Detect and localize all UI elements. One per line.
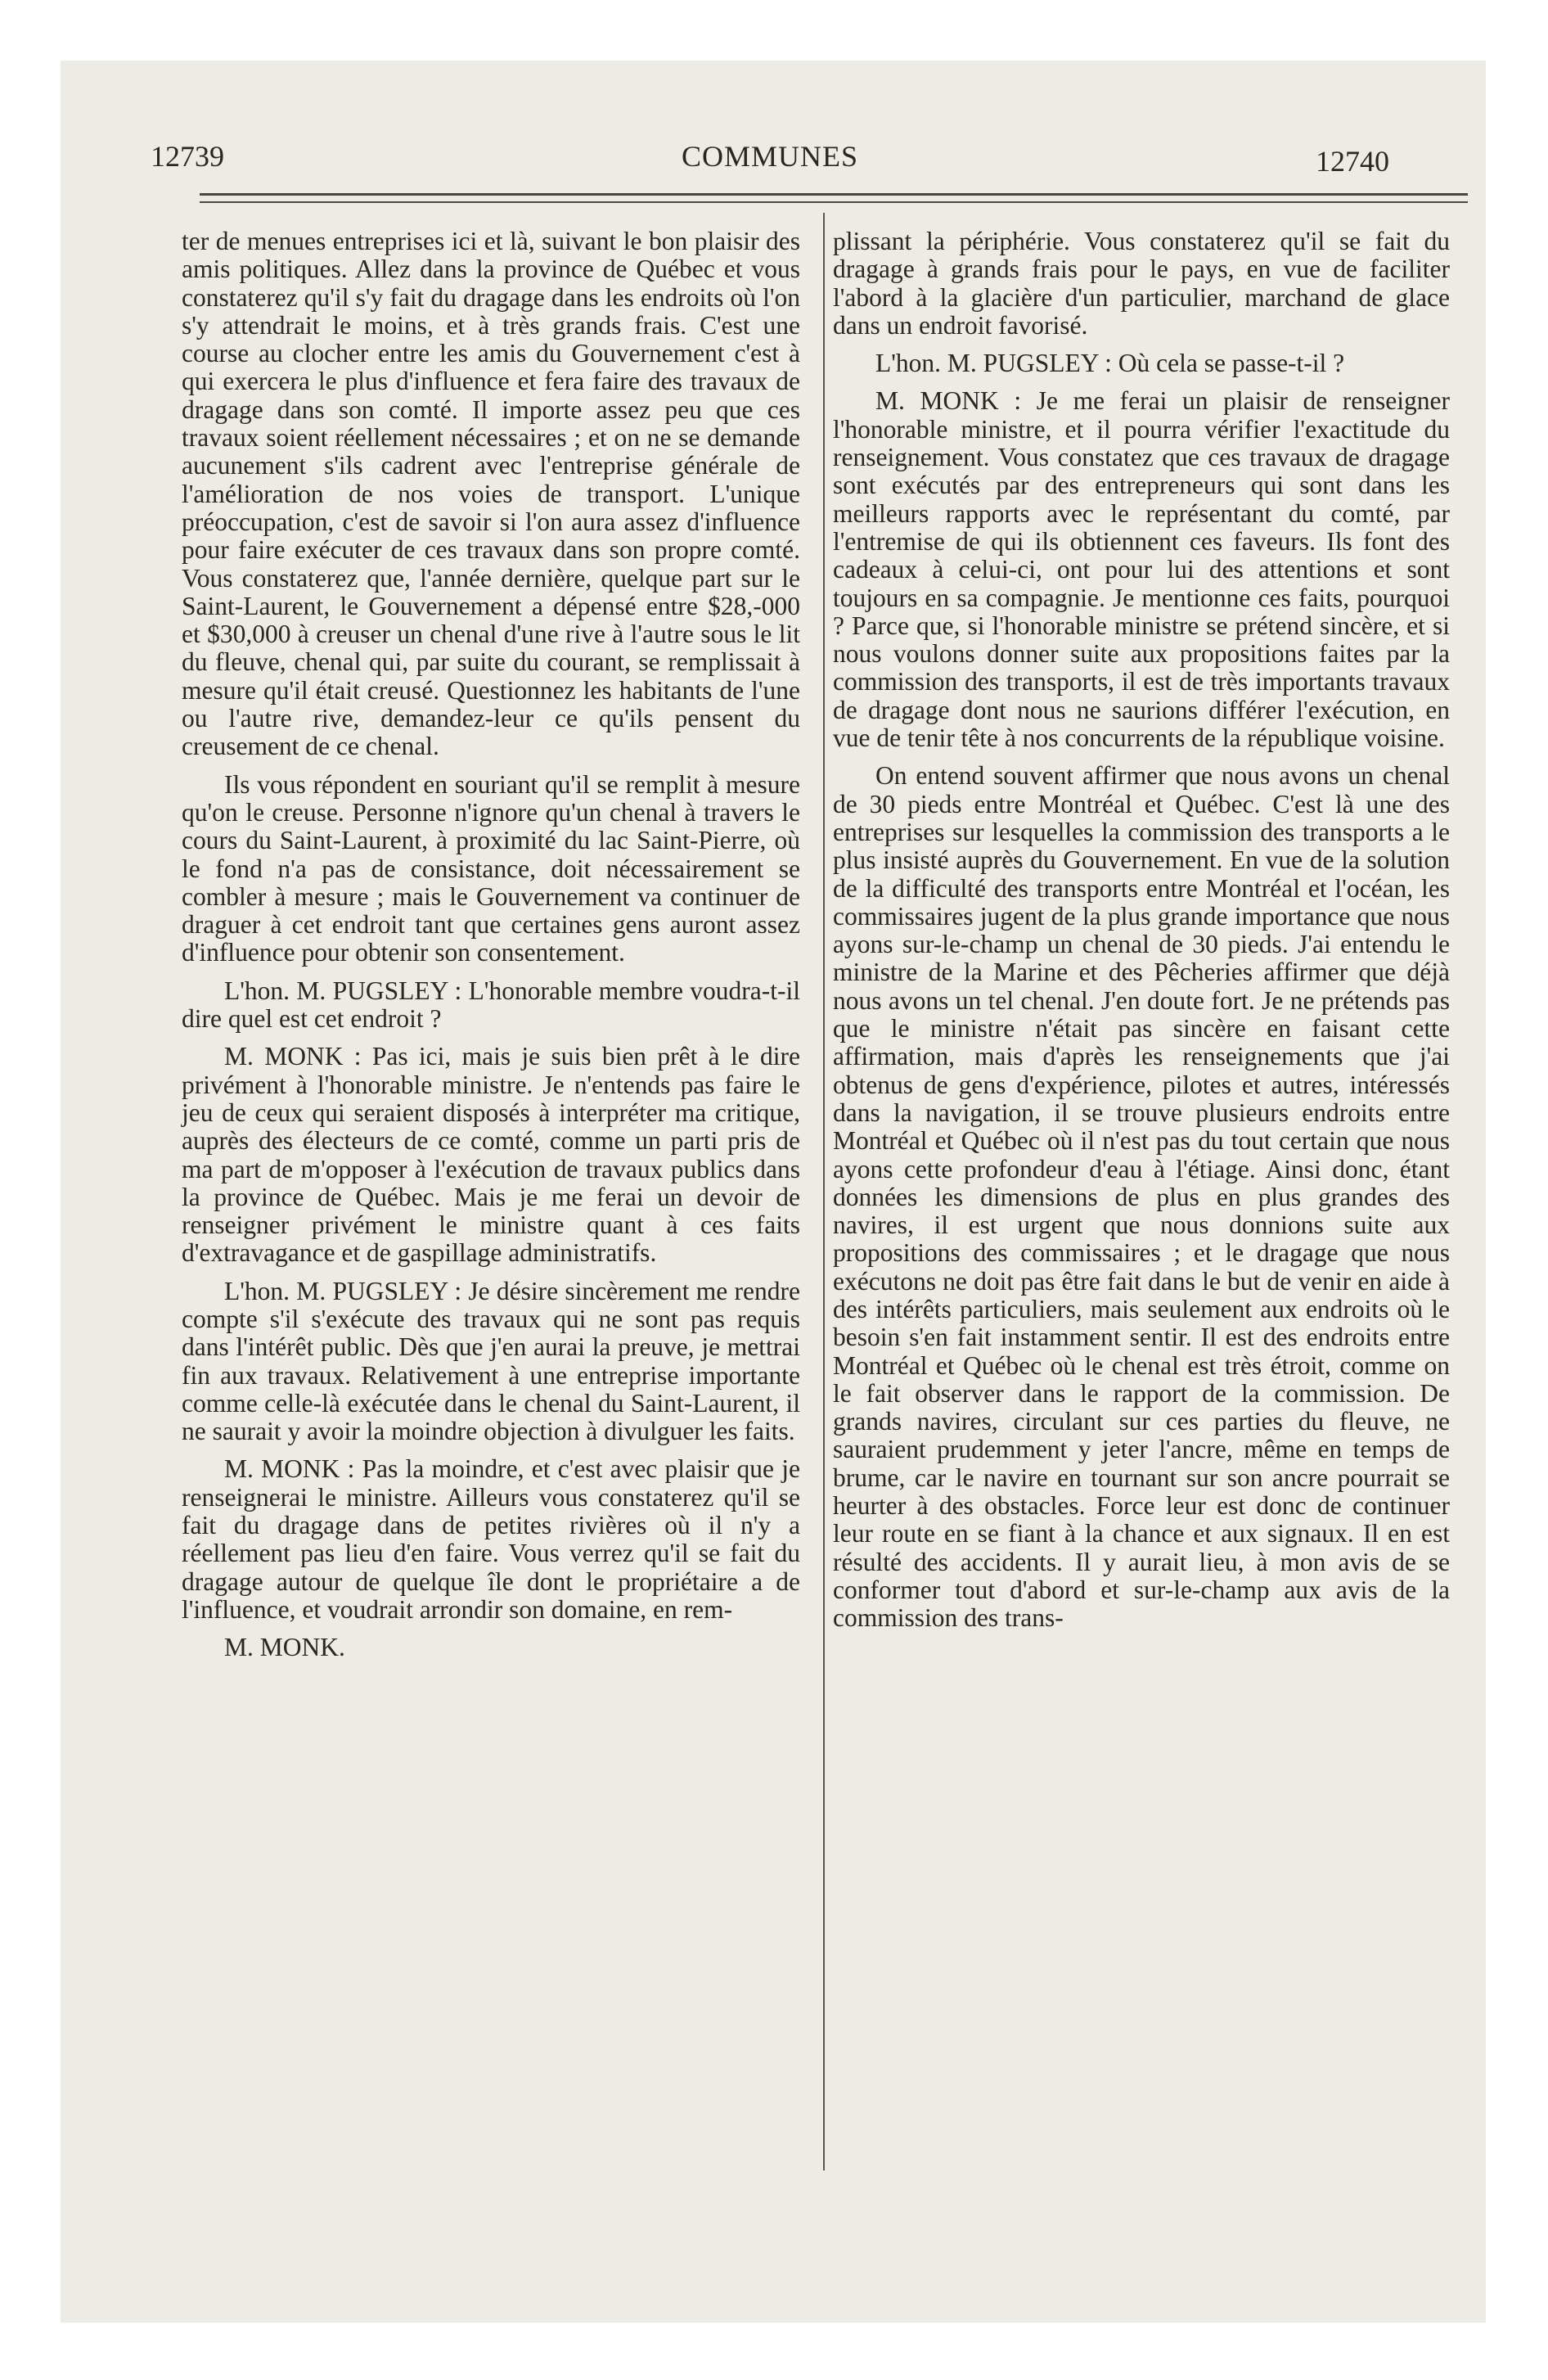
left-column <box>182 228 800 1672</box>
right-column <box>833 228 1450 1643</box>
speech-pugsley: L'hon. M. PUGSLEY : Où cela se passe-t-il ? <box>875 349 1345 378</box>
paragraph: On entend souvent affirmer que nous avons un chenal de 30 pieds entre Montréal et Québec. C'est là une des entreprises sur lesquelles la commission des transports a le plus insisté auprès du Gouvernement. En vue de la solution de la difficulté des transports entre Montréal et l'océan, les commissaires jugent de la plus grande importance que nous ayons sur-le-champ un chenal de 30 pieds. J'ai entendu le ministre de la Marine et des Pêcheries affirmer que déjà nous avons un tel chenal. J'en doute fort. Je ne prétends pas que le ministre n'était pas sincère en faisant cette affirmation, mais d'après les renseignements que j'ai obtenus de gens d'expérience, pilotes et autres, intéressés dans la navigation, il se trouve plusieurs endroits entre Montréal et Québec où il n'est pas du tout certain que nous ayons cette profondeur d'eau à l'étiage. Ainsi donc, étant données les dimensions de plus en plus grandes des navires, il est urgent que nous donnions suite aux propositions des commissaires ; et le dragage que nous exécutons ne doit pas être fait dans le but de venir en aide à des intérêts particuliers, mais seulement aux endroits où le besoin s'en fait instamment sentir. Il est des endroits entre Montréal et Québec où le chenal est très étroit, comme on le fait observer dans le rapport de la commission. De grands navires, circulant sur ces parties du fleuve, ne sauraient prudemment y jeter l'ancre, même en temps de brume, car le navire en tournant sur son ancre pourrait se heurter à des obstacles. Force leur est donc de continuer leur route en se fiant à la chance et aux signaux. Il en est résulté des accidents. Il y aurait lieu, à mon avis de se conformer tout d'abord et sur-le-champ aux avis de la commission des trans- <box>833 761 1450 1633</box>
paragraph: ter de menues entreprises ici et là, suivant le bon plaisir des amis politiques. Allez dans la province de Québec et vous constaterez qu'il s'y fait du dragage dans les endroits où l'on s'y attendrait le moins, et à très grands frais. C'est une course au clocher entre les amis du Gouvernement c'est à qui exercera le plus d'influence et fera faire des travaux de dragage dans son comté. Il importe assez peu que ces travaux soient réellement nécessaires ; et on ne se demande aucunement s'ils cadrent avec l'entreprise générale de l'amélioration de nos voies de transport. L'unique préoccupation, c'est de savoir si l'on aura assez d'influence pour faire exécuter de ces travaux dans son propre comté. Vous constaterez que, l'année dernière, quelque part sur le Saint-Laurent, le Gouvernement a dépensé entre $28,-000 et $30,000 à creuser un chenal d'une rive à l'autre sous le lit du fleuve, chenal qui, par suite du courant, se remplissait à mesure qu'il était creusé. Questionnez les habitants de l'une ou l'autre rive, demandez-leur ce qu'ils pensent du creusement de ce chenal. <box>182 227 800 761</box>
right-page-number: 12740 <box>1316 145 1389 178</box>
header-rule-top <box>200 193 1468 196</box>
left-page-number: 12739 <box>151 140 224 173</box>
journal-title: COMMUNES <box>681 140 859 173</box>
header-rule-bottom <box>200 201 1468 203</box>
speech-monk: M. MONK : Pas ici, mais je suis bien prêt à le dire privément à l'honorable ministre. Je n'entends pas faire le jeu de ceux qui seraient disposés à interpréter ma critique, auprès des électeurs de ce comté, comme un parti pris de ma part de m'opposer à l'exécution de travaux publics dans la province de Québec. Mais je me ferai un devoir de renseigner privément le ministre quant à ces faits d'extravagance et de gaspillage administratifs. <box>182 1042 800 1268</box>
page-header <box>151 139 1389 188</box>
speech-monk: M. MONK : Je me ferai un plaisir de renseigner l'honorable ministre, et il pourra vérifier l'exactitude du renseignement. Vous constatez que ces travaux de dragage sont exécutés par des entrepreneurs qui sont dans les meilleurs rapports avec le représentant du comté, par l'entremise de qui ils obtiennent ces faveurs. Ils font des cadeaux à celui-ci, ont pour lui des attentions et sont toujours en sa compagnie. Je mentionne ces faits, pourquoi ? Parce que, si l'honorable ministre se prétend sincère, et si nous voulons donner suite aux propositions faites par la commission des transports, il est de très importants travaux de dragage dont nous ne saurions différer l'exécution, en vue de tenir tête à nos concurrents de la république voisine. <box>833 386 1450 753</box>
speech-monk: M. MONK : Pas la moindre, et c'est avec plaisir que je renseignerai le ministre. Ailleurs vous constaterez qu'il se fait du dragage dans de petites rivières où il n'y a réellement pas lieu d'en faire. Vous verrez qu'il se fait du dragage autour de quelque île dont le propriétaire a de l'influence, et voudrait arrondir son domaine, en rem- <box>182 1454 800 1624</box>
speech-pugsley: L'hon. M. PUGSLEY : Je désire sincèrement me rendre compte s'il s'exécute des travaux qui ne sont pas requis dans l'intérêt public. Dès que j'en aurai la preuve, je mettrai fin aux travaux. Relativement à une entreprise importante comme celle-là exécutée dans le chenal du Saint-Laurent, il ne saurait y avoir la moindre objection à divulguer les faits. <box>182 1276 800 1446</box>
paragraph: Ils vous répondent en souriant qu'il se remplit à mesure qu'on le creuse. Personne n'ignore qu'un chenal à travers le cours du Saint-Laurent, à proximité du lac Saint-Pierre, où le fond n'a pas de consistance, doit nécessairement se combler à mesure ; mais le Gouvernement va continuer de draguer à cet endroit tant que certaines gens auront assez d'influence pour obtenir son consentement. <box>182 769 800 967</box>
page-sheet <box>61 61 1486 2323</box>
column-divider <box>823 213 825 2170</box>
speaker-line: M. MONK. <box>224 1633 345 1662</box>
speech-pugsley: L'hon. M. PUGSLEY : L'honorable membre voudra-t-il dire quel est cet endroit ? <box>182 976 800 1034</box>
paragraph: plissant la périphérie. Vous constaterez qu'il se fait du dragage à grands frais pour le pays, en vue de faciliter l'abord à la glacière d'un particulier, marchand de glace dans un endroit favorisé. <box>833 227 1450 340</box>
